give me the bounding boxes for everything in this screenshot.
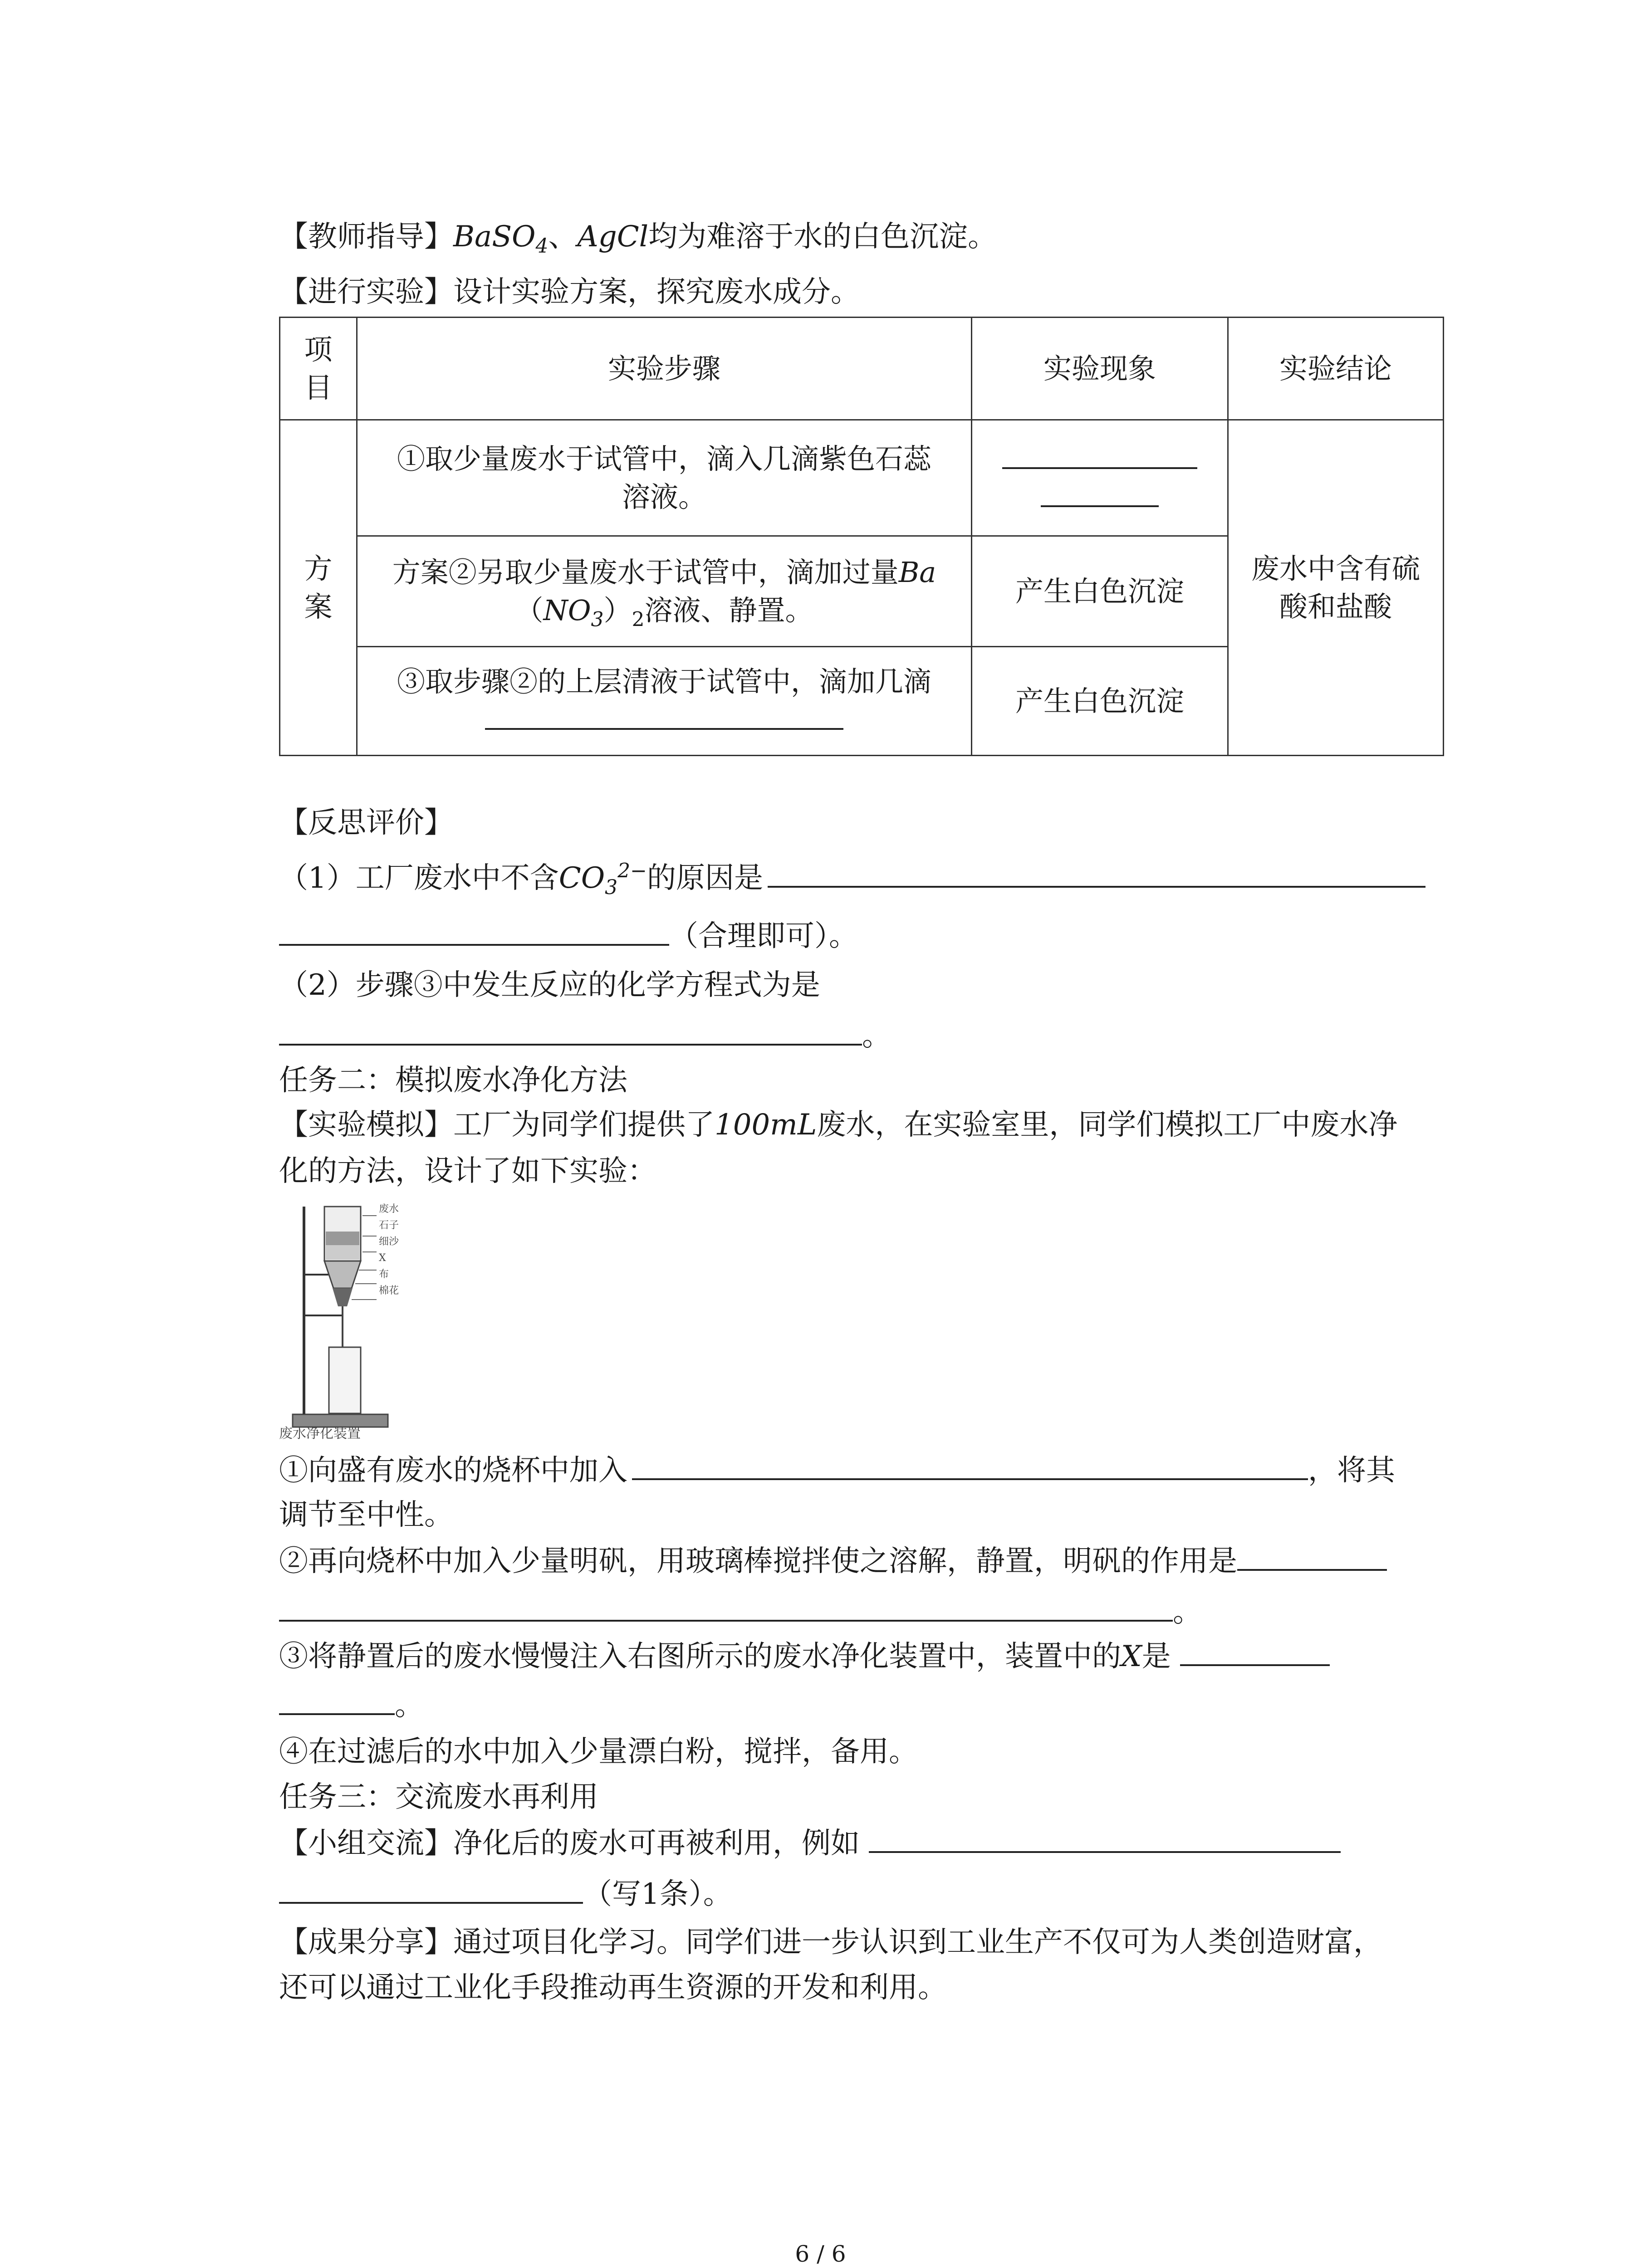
- header-conclusion: 实验结论: [1228, 318, 1444, 420]
- step2-blank-2[interactable]: [279, 1593, 1173, 1622]
- task3-title: 任务三：交流废水再利用: [279, 1780, 598, 1814]
- formula-baso4: BaSO$_4$: [453, 220, 549, 258]
- q1-blank-2[interactable]: [279, 917, 669, 946]
- step-1: ①取少量废水于试管中，滴入几滴紫色石蕊 溶液。: [357, 420, 972, 536]
- task3-share: 【成果分享】通过项目化学习。同学们进一步认识到工业生产不仅可为人类创造财富，: [279, 1926, 1382, 1959]
- table-row: [280, 420, 1444, 536]
- task2-step3-line2: 。: [279, 1686, 424, 1725]
- step2-blank-1[interactable]: [1237, 1542, 1387, 1571]
- reflection-q2: （2）步骤③中发生反应的化学方程式为是: [279, 968, 820, 1002]
- table-header-row: [280, 318, 1444, 420]
- reflection-q1-line2: （合理即可）。: [279, 916, 858, 956]
- figure-labels: 废水 石子 细沙 X 布 棉花: [379, 1203, 399, 1296]
- experiment-label: 【进行实验】: [279, 275, 453, 309]
- task2-step1: ①向盛有废水的烧杯中加入 ，将其: [279, 1451, 1395, 1491]
- phenomenon-3: 产生白色沉淀: [972, 647, 1228, 756]
- phenomenon-2: 产生白色沉淀: [972, 536, 1228, 647]
- header-item: 项 目: [280, 318, 357, 420]
- task2-intro-line2: 化的方法，设计了如下实验：: [279, 1154, 656, 1188]
- phenomenon-1-blank[interactable]: [972, 420, 1228, 536]
- header-phenomenon: 实验现象: [972, 318, 1228, 420]
- teacher-guide-label: 【教师指导】: [279, 220, 453, 254]
- reflection-q1: （1）工厂废水中不含$CO_3^{2-}$的原因是: [279, 858, 1425, 898]
- step-3-blank[interactable]: [485, 701, 843, 730]
- task3-exchange-line2: （写1条）。: [279, 1874, 732, 1914]
- task2-intro: 【实验模拟】工厂为同学们提供了100mL废水，在实验室里，同学们模拟工厂中废水净: [279, 1108, 1398, 1142]
- reflection-q2-line2: 。: [279, 1016, 891, 1056]
- formula-agcl: AgCl: [577, 220, 649, 254]
- task2-step3: ③将静置后的废水慢慢注入右图所示的废水净化装置中，装置中的X是: [279, 1637, 1330, 1677]
- step3-blank-2[interactable]: [279, 1686, 395, 1715]
- exchange-blank-1[interactable]: [869, 1824, 1341, 1853]
- task3-share-line2: 还可以通过工业化手段推动再生资源的开发和利用。: [279, 1971, 947, 2004]
- exchange-blank-2[interactable]: [279, 1875, 583, 1904]
- step3-blank-1[interactable]: [1180, 1637, 1330, 1666]
- teacher-guide-line: 【教师指导】BaSO$_4$、AgCl均为难溶于水的白色沉淀。: [279, 220, 997, 258]
- step-3: ③取步骤②的上层清液于试管中，滴加几滴: [357, 647, 972, 756]
- reflection-label: 【反思评价】: [279, 806, 453, 840]
- figure-caption: 废水净化装置: [279, 1426, 361, 1442]
- conclusion-cell: 废水中含有硫 酸和盐酸: [1228, 420, 1444, 756]
- task2-step2: ②再向烧杯中加入少量明矾，用玻璃棒搅拌使之溶解，静置，明矾的作用是: [279, 1541, 1387, 1581]
- q1-blank-1[interactable]: [768, 859, 1425, 888]
- step-2: 方案②另取少量废水于试管中，滴加过量Ba $(NO_3)_2$溶液、静置。: [357, 536, 972, 647]
- header-steps: 实验步骤: [357, 318, 972, 420]
- side-label: 方 案: [280, 420, 357, 756]
- experiment-line: 【进行实验】设计实验方案，探究废水成分。: [279, 275, 860, 309]
- task2-step2-line2: 。: [279, 1592, 1202, 1632]
- page-number: 6 / 6: [795, 2241, 846, 2267]
- q2-blank[interactable]: [279, 1017, 862, 1046]
- task2-step1-line2: 调节至中性。: [279, 1498, 453, 1532]
- task2-title: 任务二：模拟废水净化方法: [279, 1064, 627, 1097]
- step1-blank[interactable]: [632, 1451, 1308, 1480]
- task2-step4: ④在过滤后的水中加入少量漂白粉，搅拌，备用。: [279, 1735, 918, 1769]
- experiment-table: [279, 317, 1444, 756]
- task3-exchange: 【小组交流】净化后的废水可再被利用，例如: [279, 1823, 1341, 1863]
